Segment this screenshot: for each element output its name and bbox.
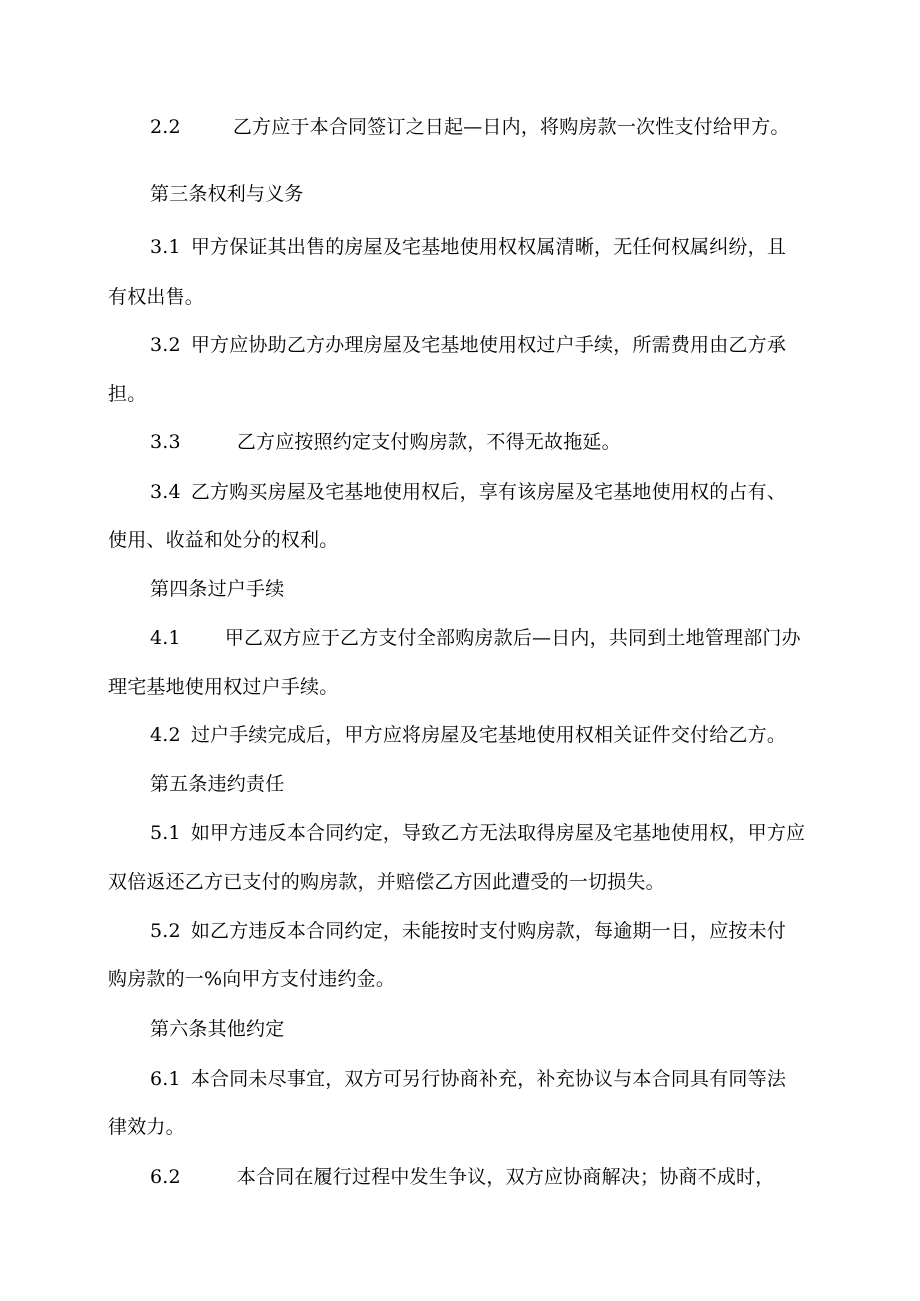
clause-text: 本合同未尽事宜，双方可另行协商补充，补充协议与本合同具有同等法: [190, 1068, 787, 1090]
clause-number: 6.2: [150, 1166, 181, 1188]
clause-3-4-line-2: 使用、收益和处分的权利。: [108, 529, 339, 551]
clause-text: 如甲方违反本合同约定，导致乙方无法取得房屋及宅基地使用权，甲方应: [190, 822, 806, 844]
clause-3-4-line-1: [150, 480, 786, 504]
clause-text: 乙方应按照约定支付购房款，不得无故拖延。: [236, 431, 621, 453]
clause-number: 3.4: [150, 481, 181, 503]
clause-text: 过户手续完成后，甲方应将房屋及宅基地使用权相关证件交付给乙方。: [190, 724, 787, 746]
clause-3-2-line-1: [150, 333, 786, 357]
clause-text: 甲方应协助乙方办理房屋及宅基地使用权过户手续，所需费用由乙方承: [190, 334, 787, 356]
clause-2-2: [150, 115, 790, 139]
clause-6-2: [150, 1165, 774, 1189]
clause-number: 5.2: [150, 920, 181, 942]
clause-text: 如乙方违反本合同约定，未能按时支付购房款，每逾期一日，应按未付: [190, 920, 787, 942]
clause-4-2: [150, 723, 786, 747]
article-3-heading: 第三条权利与义务: [150, 183, 304, 205]
clause-number: 3.1: [150, 236, 181, 258]
clause-text: 甲方保证其出售的房屋及宅基地使用权权属清晰，无任何权属纠纷，且: [190, 236, 787, 258]
clause-5-2-line-2: 购房款的一%向甲方支付违约金。: [108, 968, 396, 990]
clause-number: 2.2: [150, 116, 181, 138]
clause-text: 乙方应于本合同签订之日起—日内，将购房款一次性支付给甲方。: [232, 116, 790, 138]
clause-number: 3.2: [150, 334, 181, 356]
clause-5-2-line-1: [150, 919, 786, 943]
clause-4-1-line-2: 理宅基地使用权过户手续。: [108, 676, 339, 698]
article-6-heading: 第六条其他约定: [150, 1018, 285, 1040]
clause-number: 4.1: [150, 627, 181, 649]
clause-5-1-line-1: [150, 821, 805, 845]
clause-5-1-line-2: 双倍返还乙方已支付的购房款，并赔偿乙方因此遭受的一切损失。: [108, 871, 665, 893]
clause-6-1-line-1: [150, 1067, 786, 1091]
clause-6-1-line-2: 律效力。: [108, 1116, 185, 1138]
clause-number: 3.3: [150, 431, 181, 453]
clause-3-1-line-1: [150, 235, 786, 259]
article-5-heading: 第五条违约责任: [150, 773, 285, 795]
clause-number: 5.1: [150, 822, 181, 844]
clause-number: 4.2: [150, 724, 181, 746]
article-4-heading: 第四条过户手续: [150, 578, 285, 600]
clause-3-1-line-2: 有权出售。: [108, 286, 205, 308]
clause-4-1-line-1: [150, 626, 801, 650]
clause-3-2-line-2: 担。: [108, 383, 147, 405]
clause-text: 本合同在履行过程中发生争议，双方应协商解决；协商不成时，: [236, 1166, 775, 1188]
clause-3-3: [150, 430, 621, 454]
clause-text: 乙方购买房屋及宅基地使用权后，享有该房屋及宅基地使用权的占有、: [190, 481, 787, 503]
clause-text: 甲乙双方应于乙方支付全部购房款后—日内，共同到土地管理部门办: [224, 627, 801, 649]
clause-number: 6.1: [150, 1068, 181, 1090]
